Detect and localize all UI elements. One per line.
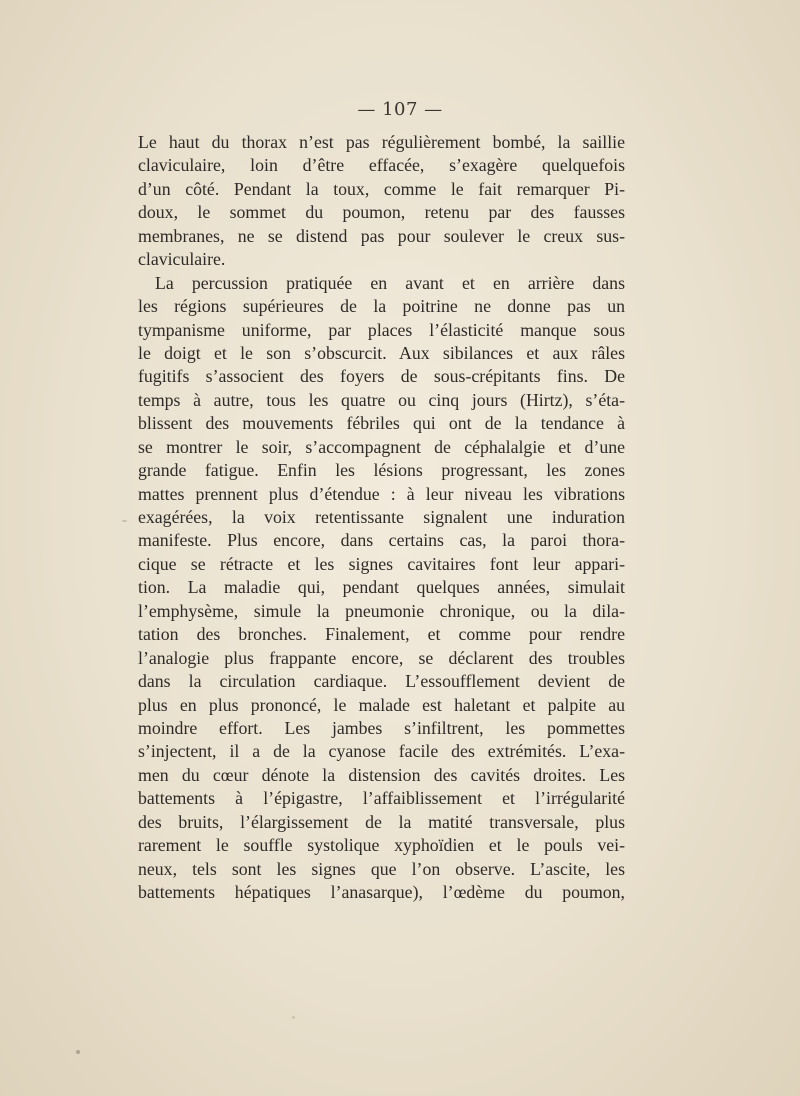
text-line: tion. La maladie qui, pendant quelques années, simulait	[138, 577, 625, 598]
paper-speck	[76, 1050, 80, 1054]
paper-speck	[292, 1016, 295, 1019]
text-line: tation des bronches. Finalement, et comme pour rendre	[138, 624, 625, 645]
text-line: dans la circulation cardiaque. L’essoufflement devient de	[138, 671, 625, 692]
text-line: les régions supérieures de la poitrine ne donne pas un	[138, 296, 625, 317]
text-line: moindre effort. Les jambes s’infiltrent, les pommettes	[138, 717, 625, 738]
text-line: l’emphysème, simule la pneumonie chronique, ou la dila-	[138, 600, 625, 621]
text-line: manifeste. Plus encore, dans certains cas, la paroi thora-	[138, 530, 625, 551]
text-line: le doigt et le son s’obscurcit. Aux sibilances et aux râles	[138, 342, 625, 363]
text-line: battements hépatiques l’anasarque), l’œdème du poumon,	[138, 882, 625, 902]
text-line: men du cœur dénote la distension des cavités droites. Les	[138, 764, 625, 785]
text-line: des bruits, l’élargissement de la matité transversale, plus	[138, 811, 625, 832]
text-line: claviculaire.	[138, 249, 226, 270]
text-line: La percussion pratiquée en avant et en arrière dans	[155, 272, 625, 293]
text-line: se montrer le soir, s’accompagnent de céphalalgie et d’une	[138, 436, 625, 457]
body-text	[138, 131, 625, 904]
text-line: cique se rétracte et les signes cavitaires font leur appari-	[138, 553, 625, 574]
text-line: claviculaire, loin d’être effacée, s’exagère quelquefois	[138, 155, 625, 176]
text-line: exagérées, la voix retentissante signalent une induration	[138, 507, 625, 527]
text-line: grande fatigue. Enfin les lésions progressant, les zones	[138, 460, 625, 481]
text-line: blissent des mouvements fébriles qui ont de la tendance à	[138, 413, 625, 434]
text-line: fugitifs s’associent des foyers de sous-crépitants fins. De	[138, 366, 625, 387]
text-line: temps à autre, tous les quatre ou cinq jours (Hirtz), s’éta-	[138, 389, 625, 410]
text-line: membranes, ne se distend pas pour soulever le creux sus-	[138, 225, 625, 246]
text-line: s’injectent, il a de la cyanose facile des extrémités. L’exa-	[138, 741, 625, 762]
text-line: d’un côté. Pendant la toux, comme le fait remarquer Pi-	[138, 178, 625, 199]
page-number: — 107 —	[357, 99, 443, 120]
text-line: neux, tels sont les signes que l’on observe. L’ascite, les	[138, 858, 625, 879]
text-line: Le haut du thorax n’est pas régulièrement bombé, la saillie	[138, 132, 625, 152]
text-line: battements à l’épigastre, l’affaiblissement et l’irrégularité	[138, 788, 625, 809]
text-line: plus en plus prononcé, le malade est haletant et palpite au	[138, 694, 625, 715]
text-line: doux, le sommet du poumon, retenu par des fausses	[138, 202, 625, 223]
text-line: rarement le souffle systolique xyphoïdien et le pouls vei-	[138, 835, 625, 856]
text-line: l’analogie plus frappante encore, se déclarent des troubles	[138, 647, 625, 668]
text-line: mattes prennent plus d’étendue : à leur niveau les vibrations	[138, 483, 625, 504]
paper-speck	[122, 520, 127, 522]
text-line: tympanisme uniforme, par places l’élasticité manque sous	[138, 319, 625, 340]
